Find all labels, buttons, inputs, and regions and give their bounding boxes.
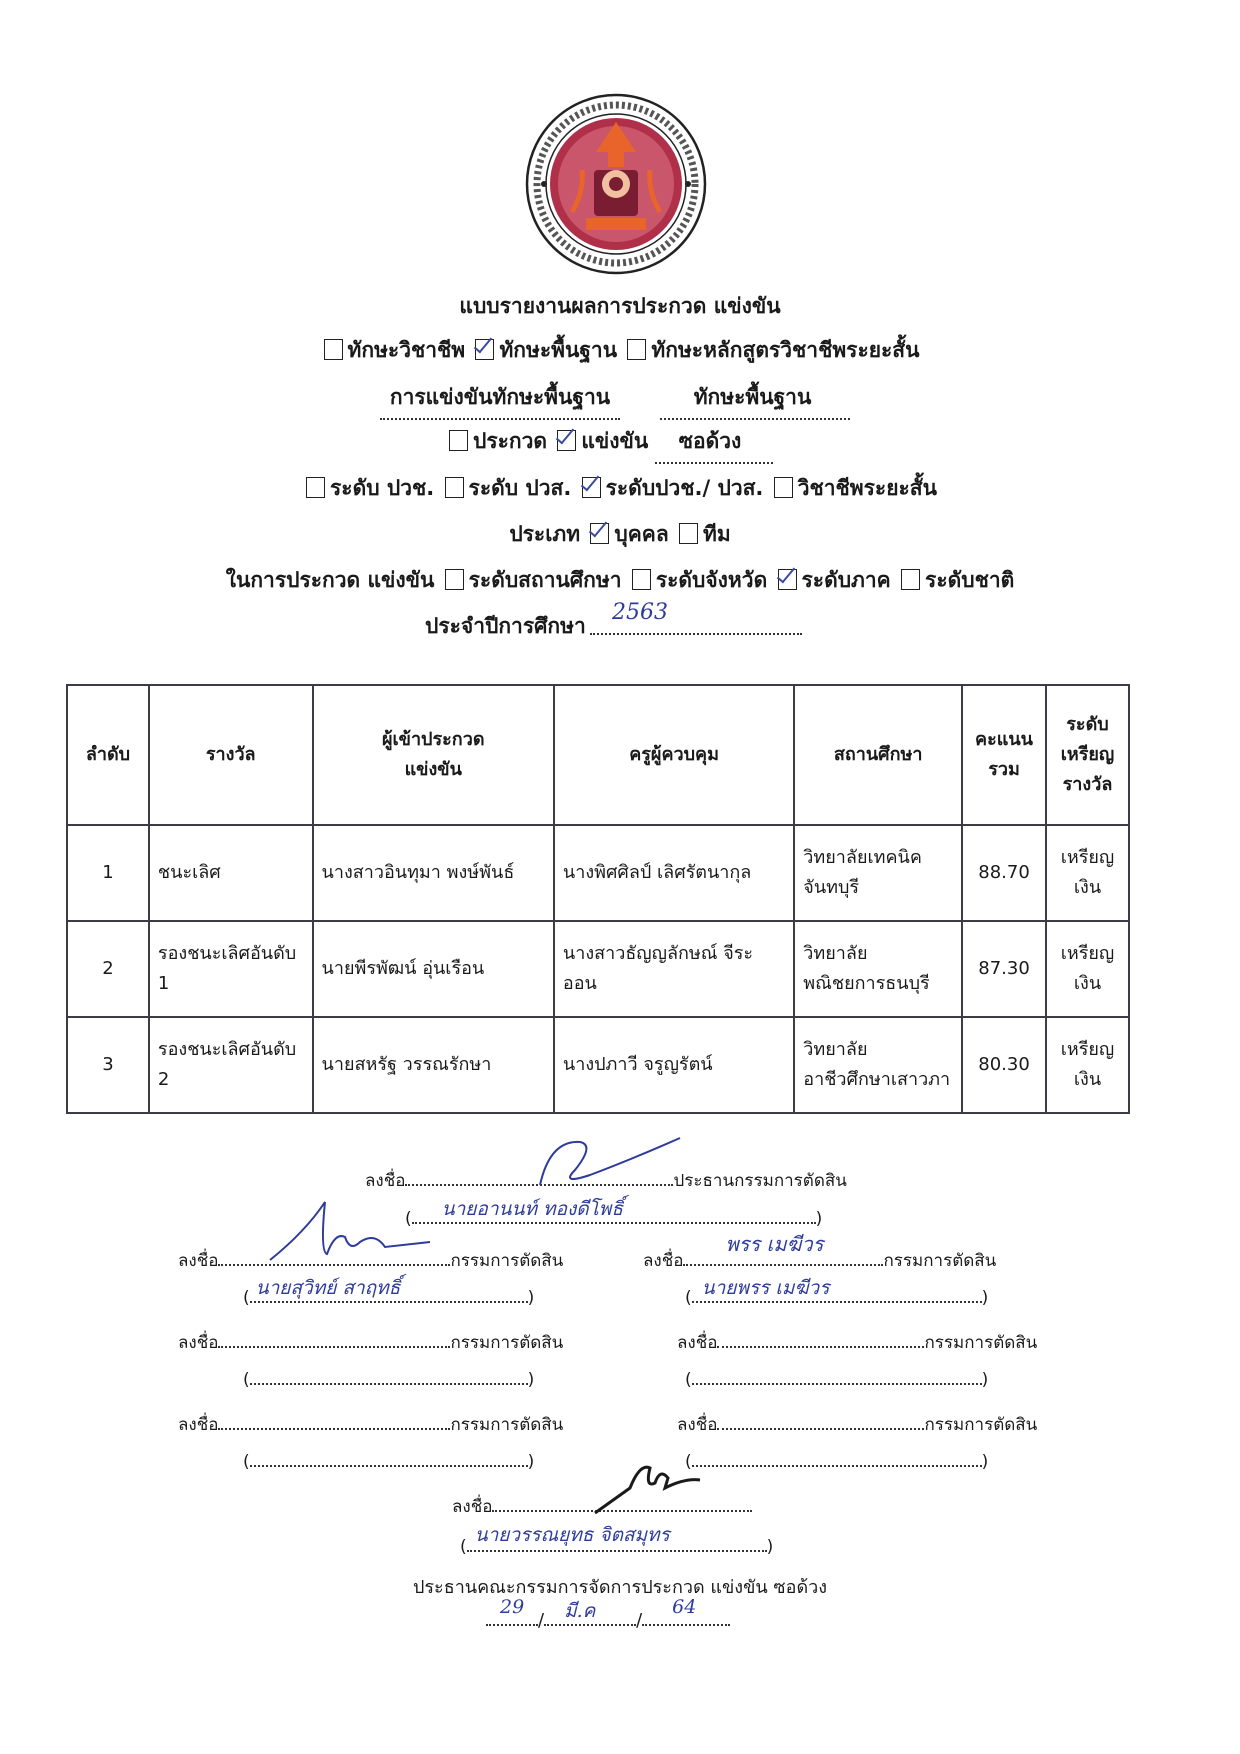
judge2-name-line: ( นายพรร เมฆีวร ) — [685, 1283, 988, 1308]
level-pvc-label: ระดับ ปวช. — [330, 476, 435, 500]
organizer-name-line: ( นายวรรณยุทธ จิตสมุทร ) — [460, 1532, 773, 1557]
judge6-name-line: ( ) — [685, 1447, 988, 1472]
competition-label-dotline — [380, 418, 620, 420]
cell-teacher: นางสาวธัญญลักษณ์ จีระ ออน — [554, 921, 794, 1017]
category-team-label: ทีม — [703, 522, 731, 546]
checkbox-level-short[interactable] — [774, 477, 793, 498]
judge4-name-line: ( ) — [685, 1365, 988, 1390]
results-table — [66, 684, 1130, 1114]
judge4-signature-line: ลงชื่อ กรรมการตัดสิน — [677, 1328, 1037, 1356]
level-short-label: วิชาชีพระยะสั้น — [797, 476, 937, 500]
skill-short-course-label: ทักษะหลักสูตรวิชาชีพระยะสั้น — [651, 338, 920, 362]
cell-medal: เหรียญเงิน — [1046, 921, 1129, 1017]
competition-value-dotline — [660, 418, 850, 420]
judge6-signature-line: ลงชื่อ กรรมการตัดสิน — [677, 1410, 1037, 1438]
checkbox-scope-school[interactable] — [445, 569, 464, 590]
header-award: รางวัล — [149, 685, 313, 825]
checkbox-level-both[interactable] — [582, 477, 601, 498]
sign-label: ลงชื่อ — [365, 1171, 406, 1191]
category-row — [0, 520, 1240, 548]
chair-name-handwritten: นายอานนท์ ทองดีโพธิ์ — [441, 1198, 623, 1220]
scope-row — [0, 566, 1240, 594]
type-competition-label: แข่งขัน — [581, 429, 649, 453]
year-value: 2563 — [612, 600, 668, 625]
table-row — [67, 825, 1129, 921]
judge1-signature-scribble — [265, 1192, 435, 1267]
cell-no: 3 — [67, 1017, 149, 1113]
scope-national-label: ระดับชาติ — [925, 568, 1015, 592]
judge1-role: กรรมการตัดสิน — [450, 1251, 564, 1271]
checkbox-scope-region[interactable] — [778, 569, 797, 590]
cell-medal: เหรียญเงิน — [1046, 825, 1129, 921]
chair-signature-scribble — [520, 1130, 690, 1200]
judge3-signature-line: ลงชื่อ กรรมการตัดสิน — [178, 1328, 563, 1356]
date-month: มี.ค — [564, 1600, 596, 1622]
cell-no: 2 — [67, 921, 149, 1017]
checkbox-level-pvs[interactable] — [445, 477, 464, 498]
competition-label: การแข่งขันทักษะพื้นฐาน — [389, 385, 611, 409]
cell-school: วิทยาลัย อาชีวศึกษาเสาวภา — [794, 1017, 962, 1113]
cell-score: 87.30 — [962, 921, 1046, 1017]
instrument-dotline — [655, 462, 773, 464]
scope-region-label: ระดับภาค — [801, 568, 891, 592]
cell-score: 88.70 — [962, 825, 1046, 921]
cell-no: 1 — [67, 825, 149, 921]
checkbox-type-pageant[interactable] — [449, 430, 468, 451]
header-no: ลำดับ — [67, 685, 149, 825]
header-teacher: ครูผู้ควบคุม — [554, 685, 794, 825]
skill-basic-label: ทักษะพื้นฐาน — [499, 338, 618, 362]
category-individual-label: บุคคล — [614, 522, 669, 546]
table-row — [67, 921, 1129, 1017]
judge1-name-handwritten: นายสุวิทย์ สาฤทธิ์ — [255, 1277, 401, 1299]
organizer-signature-scribble — [590, 1448, 710, 1518]
chair-name-line: ( นายอานนท์ ทองดีโพธิ์ ) — [405, 1204, 822, 1229]
organizer-role: ประธานคณะกรรมการจัดการประกวด แข่งขัน ซอด้วง — [412, 1577, 828, 1598]
cell-school: วิทยาลัย พณิชยการธนบุรี — [794, 921, 962, 1017]
year-label: ประจำปีการศึกษา — [425, 614, 586, 638]
date-year: 64 — [672, 1596, 697, 1618]
form-title: แบบรายงานผลการประกวด แข่งขัน — [459, 294, 781, 318]
judge1-name-line: ( นายสุวิทย์ สาฤทธิ์ ) — [243, 1283, 534, 1308]
checkbox-skill-short-course[interactable] — [627, 339, 646, 360]
cell-score: 80.30 — [962, 1017, 1046, 1113]
date-day: 29 — [500, 1596, 525, 1618]
year-dotline — [590, 633, 802, 635]
scope-label: ในการประกวด แข่งขัน — [225, 568, 435, 592]
skill-vocational-label: ทักษะวิชาชีพ — [347, 338, 466, 362]
table-row — [67, 1017, 1129, 1113]
cell-contestant: นายสหรัฐ วรรณรักษา — [313, 1017, 554, 1113]
checkbox-category-team[interactable] — [679, 523, 698, 544]
scope-province-label: ระดับจังหวัด — [655, 568, 768, 592]
cell-contestant: นางสาวอินทุมา พงษ์พันธ์ — [313, 825, 554, 921]
level-row — [0, 474, 1240, 502]
table-header-row — [67, 685, 1129, 825]
checkbox-skill-vocational[interactable] — [324, 339, 343, 360]
instrument-value: ซอด้วง — [678, 429, 742, 453]
judge2-name-handwritten: นายพรร เมฆีวร — [701, 1277, 830, 1299]
vocational-education-commission-seal — [524, 92, 708, 276]
cell-award: รองชนะเลิศอันดับ 2 — [149, 1017, 313, 1113]
judge1-signature-line: ลงชื่อ กรรมการตัดสิน — [178, 1246, 563, 1274]
organizer-name-handwritten: นายวรรณยุทธ จิตสมุทร — [474, 1524, 670, 1546]
level-pvs-label: ระดับ ปวส. — [468, 476, 572, 500]
judge3-name-line: ( ) — [243, 1365, 534, 1390]
checkbox-scope-national[interactable] — [901, 569, 920, 590]
judge2-signature-handwritten: พรร เมฆีวร — [725, 1232, 824, 1256]
cell-school: วิทยาลัยเทคนิค จันทบุรี — [794, 825, 962, 921]
category-label: ประเภท — [509, 522, 581, 546]
judge5-signature-line: ลงชื่อ กรรมการตัดสิน — [178, 1410, 563, 1438]
signing-date: 29 / มี.ค / 64 — [486, 1606, 730, 1631]
cell-medal: เหรียญเงิน — [1046, 1017, 1129, 1113]
level-both-label: ระดับปวช./ ปวส. — [605, 476, 764, 500]
judge2-role: กรรมการตัดสิน — [883, 1251, 997, 1271]
checkbox-level-pvc[interactable] — [306, 477, 325, 498]
judge2-signature-line: ลงชื่อ พรร เมฆีวร กรรมการตัดสิน — [643, 1246, 996, 1274]
judge5-name-line: ( ) — [243, 1447, 534, 1472]
organizer-signature-line: ลงชื่อ — [452, 1492, 752, 1520]
header-contestant: ผู้เข้าประกวด แข่งขัน — [313, 685, 554, 825]
competition-value: ทักษะพื้นฐาน — [693, 385, 812, 409]
checkbox-scope-province[interactable] — [632, 569, 651, 590]
header-medal: ระดับ เหรียญ รางวัล — [1046, 685, 1129, 825]
scope-school-label: ระดับสถานศึกษา — [468, 568, 622, 592]
checkbox-type-competition[interactable] — [557, 430, 576, 451]
cell-contestant: นายพีรพัฒน์ อุ่นเรือน — [313, 921, 554, 1017]
cell-award: ชนะเลิศ — [149, 825, 313, 921]
checkbox-skill-basic[interactable] — [475, 339, 494, 360]
checkbox-category-individual[interactable] — [590, 523, 609, 544]
header-score: คะแนน รวม — [962, 685, 1046, 825]
header-school: สถานศึกษา — [794, 685, 962, 825]
cell-award: รองชนะเลิศอันดับ 1 — [149, 921, 313, 1017]
contest-type-row — [446, 427, 648, 455]
chair-role: ประธานกรรมการตัดสิน — [673, 1171, 847, 1191]
type-pageant-label: ประกวด — [473, 429, 548, 453]
skill-type-row — [0, 336, 1240, 364]
cell-teacher: นางพิศศิลป์ เลิศรัตนากุล — [554, 825, 794, 921]
cell-teacher: นางปภาวี จรูญรัตน์ — [554, 1017, 794, 1113]
